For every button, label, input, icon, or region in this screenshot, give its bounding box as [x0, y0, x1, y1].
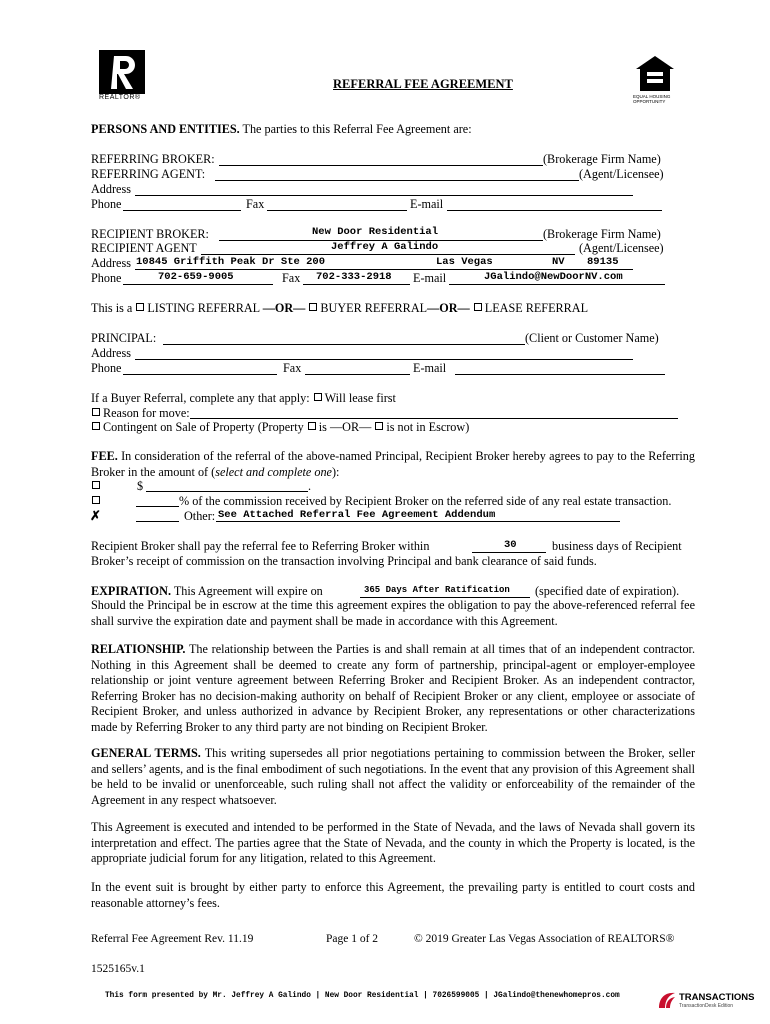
principal-address-field[interactable] — [135, 359, 633, 360]
fee-dollar-field[interactable] — [146, 491, 308, 492]
expiration-heading: EXPIRATION. — [91, 584, 172, 598]
recipient-broker-value[interactable]: New Door Residential — [312, 226, 439, 238]
buyer-options-intro: If a Buyer Referral, complete any that apply: — [91, 391, 313, 405]
recipient-address-label: Address — [91, 256, 131, 270]
listing-referral-checkbox[interactable] — [136, 303, 144, 311]
referring-email-label: E-mail — [410, 197, 444, 211]
fee-percent-checkbox[interactable] — [92, 496, 100, 504]
recipient-email-value[interactable]: JGalindo@NewDoorNV.com — [484, 271, 623, 283]
buyer-options-line1 — [91, 391, 396, 406]
eho-text-2: OPPORTUNITY — [633, 99, 666, 104]
recipient-address-zip[interactable]: 89135 — [587, 256, 619, 268]
fee-paragraph — [91, 449, 695, 480]
reason-label: Reason for move: — [103, 406, 190, 420]
relationship-text: The relationship between the Parties is and shall remain at all times that of an independent contractor. Nothing in this Agreement shall be deemed to create any form of partnership, principal-agent or employer-employee relationship or joint venture agreement between Referring Broker and Recipient Broker. As an independent contractor, Referring Broker has no decision-making authority on behalf of Recipient Broker or any client, employee or associate of Recipient Broker, and unless authorized in advance by Recipient Broker, any representations or other characterizations made by Referring Broker to any third party are not binding on Recipient Broker. — [91, 642, 695, 734]
principal-fax-field[interactable] — [305, 374, 410, 375]
fee-percent-text: % of the commission received by Recipient Broker on the referred side of any real estate transaction. — [179, 494, 672, 508]
recipient-fax-field[interactable] — [303, 284, 410, 285]
presented-by-line: This form presented by Mr. Jeffrey A Galindo | New Door Residential | 7026599005 | JGalindo@thenewhomepros.com — [105, 992, 620, 1000]
pay-text-2: business days of Recipient — [552, 539, 682, 553]
recipient-address-street[interactable]: 10845 Griffith Peak Dr Ste 200 — [136, 256, 326, 268]
principal-phone-field[interactable] — [123, 374, 277, 375]
recipient-agent-field[interactable] — [201, 254, 575, 255]
recipient-broker-suffix: (Brokerage Firm Name) — [543, 227, 661, 241]
expiration-text-2: (specified date of expiration). — [535, 584, 680, 598]
persons-intro: The parties to this Referral Fee Agreement are: — [239, 122, 472, 136]
referring-phone-field[interactable] — [123, 210, 241, 211]
realtor-logo-text: REALTOR® — [99, 94, 141, 101]
contingent-checkbox[interactable] — [92, 422, 100, 430]
referring-fax-label: Fax — [246, 197, 265, 211]
fee-text: In consideration of the referral of the above-named Principal, Recipient Broker hereby agrees to pay to the Referring Broker in the amount of ( — [91, 449, 695, 479]
recipient-fax-label: Fax — [282, 271, 301, 285]
fee-text-end: ): — [331, 464, 340, 479]
fee-other-blank[interactable] — [136, 521, 179, 522]
expiration-line1 — [91, 584, 323, 599]
recipient-address-state[interactable]: NV — [552, 256, 565, 268]
suit-paragraph: In the event suit is brought by either party to enforce this Agreement, the prevailing party is entitled to court costs and reasonable attorney’s fees. — [91, 880, 695, 910]
fee-dollar-end: . — [308, 479, 312, 493]
footer-rev: Referral Fee Agreement Rev. 11.19 — [91, 933, 254, 945]
fee-italic: select and complete one — [215, 464, 332, 479]
will-lease-label: Will lease first — [324, 391, 396, 405]
transactions-swoosh-icon — [657, 990, 677, 1010]
expiration-value[interactable]: 365 Days After Ratification — [364, 585, 510, 595]
general-terms-heading: GENERAL TERMS. — [91, 746, 201, 760]
contingent-label: Contingent on Sale of Property (Property — [103, 420, 307, 434]
recipient-agent-suffix: (Agent/Licensee) — [579, 241, 664, 255]
fee-dollar-row — [91, 479, 103, 494]
recipient-email-label: E-mail — [413, 271, 447, 285]
referring-phone-label: Phone — [91, 197, 122, 211]
recipient-phone-field[interactable] — [123, 284, 273, 285]
referral-type-prefix: This is a — [91, 301, 136, 315]
recipient-broker-label: RECIPIENT BROKER: — [91, 227, 209, 241]
buyer-referral-label: BUYER REFERRAL — [320, 301, 428, 315]
referring-broker-field[interactable] — [219, 165, 543, 166]
pay-text-1: Recipient Broker shall pay the referral fee to Referring Broker within — [91, 539, 430, 553]
relationship-paragraph — [91, 642, 695, 736]
principal-fax-label: Fax — [283, 361, 302, 375]
not-in-escrow-checkbox[interactable] — [375, 422, 383, 430]
eho-text-1: EQUAL HOUSING — [633, 94, 671, 99]
referring-address-field[interactable] — [135, 195, 633, 196]
or-separator-1: —OR— — [262, 301, 306, 315]
footer-page: Page 1 of 2 — [326, 933, 379, 945]
reason-row — [91, 406, 190, 421]
recipient-address-field[interactable] — [135, 269, 633, 270]
pay-text-3: Broker’s receipt of commission on the transaction involving Principal and bank clearance of said funds. — [91, 554, 597, 568]
principal-label: PRINCIPAL: — [91, 331, 157, 345]
relationship-heading: RELATIONSHIP. — [91, 642, 186, 656]
document-title: REFERRAL FEE AGREEMENT — [333, 77, 513, 91]
recipient-agent-value[interactable]: Jeffrey A Galindo — [331, 241, 439, 253]
persons-heading: PERSONS AND ENTITIES. — [91, 122, 240, 136]
transactions-logo — [657, 990, 755, 1012]
pay-days-field[interactable] — [472, 552, 546, 553]
transactions-brand: TRANSACTIONS — [679, 992, 755, 1003]
in-escrow-label: is — [318, 420, 330, 434]
recipient-agent-label: RECIPIENT AGENT — [91, 241, 197, 255]
referring-agent-label: REFERRING AGENT: — [91, 167, 206, 181]
reason-field[interactable] — [190, 418, 678, 419]
recipient-address-city[interactable]: Las Vegas — [436, 256, 493, 268]
equal-housing-icon — [634, 55, 676, 93]
referring-address-label: Address — [91, 182, 131, 196]
contingent-or: —OR— — [329, 420, 372, 434]
expiration-text-1: This Agreement will expire on — [171, 584, 323, 598]
lease-referral-label: LEASE REFERRAL — [484, 301, 589, 315]
fee-other-label: Other: — [184, 509, 216, 523]
fee-other-checkmark[interactable]: ✗ — [90, 508, 101, 523]
equal-housing-logo — [634, 55, 676, 105]
realtor-logo — [99, 50, 149, 105]
transactions-sub: TransactionDesk Edition — [679, 1003, 734, 1009]
fee-other-field[interactable] — [216, 521, 620, 522]
not-in-escrow-label: is not in Escrow) — [386, 420, 470, 434]
listing-referral-label: LISTING REFERRAL — [147, 301, 263, 315]
referring-broker-suffix: (Brokerage Firm Name) — [543, 152, 661, 166]
referral-type-row — [91, 301, 588, 316]
principal-email-label: E-mail — [413, 361, 447, 375]
principal-field[interactable] — [163, 344, 525, 345]
fee-heading: FEE. — [91, 449, 118, 463]
referring-agent-field[interactable] — [215, 180, 579, 181]
buyer-referral-checkbox[interactable] — [309, 303, 317, 311]
lease-referral-checkbox[interactable] — [474, 303, 482, 311]
pay-days-value[interactable]: 30 — [504, 539, 517, 551]
nevada-paragraph: This Agreement is executed and intended to be performed in the State of Nevada, and the laws of Nevada shall govern its interpretation and effect. The parties agree that the State of Nevada, and the county in which the Property is located, is the appropriate judicial forum for any litigation, related to this Agreement. — [91, 820, 695, 866]
recipient-phone-value[interactable]: 702-659-9005 — [158, 271, 234, 283]
recipient-phone-label: Phone — [91, 271, 122, 285]
referring-agent-suffix: (Agent/Licensee) — [579, 167, 664, 181]
contingent-row — [91, 420, 469, 435]
reason-checkbox[interactable] — [92, 408, 100, 416]
expiration-text-3: Should the Principal be in escrow at the time this agreement expires the obligation to pay the above-referenced referral fee shall survive the expiration date and payment shall be made in accordance with this Agreement. — [91, 598, 695, 628]
fee-dollar-sign: $ — [137, 479, 144, 493]
persons-section-intro — [91, 122, 472, 137]
principal-address-label: Address — [91, 346, 131, 360]
principal-phone-label: Phone — [91, 361, 122, 375]
or-separator-2: —OR— — [427, 301, 470, 315]
recipient-fax-value[interactable]: 702-333-2918 — [316, 271, 392, 283]
referring-email-field[interactable] — [447, 210, 662, 211]
fee-other-value[interactable]: See Attached Referral Fee Agreement Addendum — [218, 509, 496, 521]
general-terms-paragraph — [91, 746, 695, 808]
recipient-email-field[interactable] — [449, 284, 665, 285]
fee-percent-row — [91, 494, 103, 509]
will-lease-checkbox[interactable] — [314, 393, 322, 401]
general-terms-text: This writing supersedes all prior negotiations pertaining to commission between the Broker, seller and sellers’ agents, and is the final embodiment of such negotiations. In the event that any provision of this Agreement shall be held to be invalid or unenforceable, such ruling shall not affect the validity or enforceability of the remainder of the Agreement in any respect whatsoever. — [91, 746, 696, 807]
footer-doc-id: 1525165v.1 — [91, 963, 145, 975]
realtor-logo-icon — [99, 50, 149, 95]
referring-fax-field[interactable] — [267, 210, 407, 211]
footer-copyright: © 2019 Greater Las Vegas Association of REALTORS® — [414, 933, 675, 945]
in-escrow-checkbox[interactable] — [308, 422, 316, 430]
referring-broker-label: REFERRING BROKER: — [91, 152, 215, 166]
principal-suffix: (Client or Customer Name) — [525, 331, 659, 345]
fee-percent-field[interactable] — [136, 506, 179, 507]
fee-dollar-checkbox[interactable] — [92, 481, 100, 489]
principal-email-field[interactable] — [455, 374, 665, 375]
